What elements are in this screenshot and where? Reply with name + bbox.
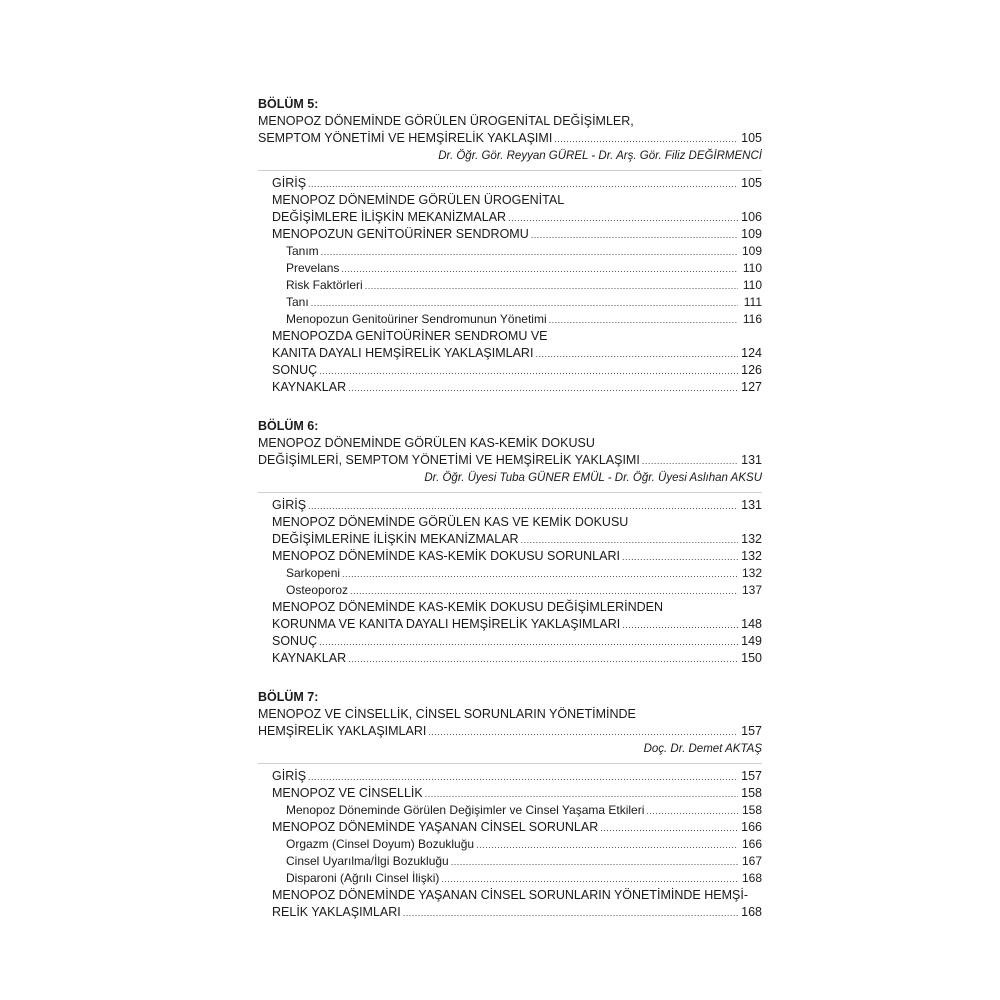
toc-entry[interactable] (258, 616, 762, 633)
toc-entry-title: MENOPOZ DÖNEMİNDE YAŞANAN CİNSEL SORUNLAR (272, 820, 599, 834)
page-number: 132 (741, 532, 762, 546)
page-number: 158 (741, 803, 762, 817)
chapter-section (258, 96, 762, 396)
page-number: 110 (742, 278, 762, 292)
toc-entry-title: Tanı (286, 295, 309, 309)
chapter-number: BÖLÜM 7: (258, 690, 319, 704)
page-number: 131 (741, 453, 762, 467)
toc-entry-title: DEĞİŞİMLERE İLİŞKİN MEKANİZMALAR (272, 210, 507, 224)
toc-entry-title: Disparoni (Ağrılı Cinsel İlişki) (286, 871, 440, 885)
toc-entry-title: MENOPOZUN GENİTOÜRİNER SENDROMU (272, 227, 529, 241)
chapter-entries (258, 763, 762, 921)
page-number: 109 (741, 244, 762, 258)
toc-subentry[interactable] (258, 802, 762, 819)
dot-leader (350, 586, 738, 596)
dot-leader (531, 230, 738, 240)
toc-entry[interactable] (258, 345, 762, 362)
toc-entry-title: Menopozun Genitoüriner Sendromunun Yönetimi (286, 312, 547, 326)
toc-entry[interactable] (258, 650, 762, 667)
dot-leader (425, 789, 738, 799)
toc-entry[interactable] (258, 768, 762, 785)
page-number: 126 (741, 363, 762, 377)
dot-leader (311, 298, 738, 308)
chapter-number: BÖLÜM 5: (258, 97, 319, 111)
page-number: 110 (742, 261, 762, 275)
chapter-entries (258, 492, 762, 667)
page-number: 127 (741, 380, 762, 394)
toc-entry-title: KAYNAKLAR (272, 380, 347, 394)
dot-leader (319, 366, 738, 376)
toc-entry-title: SONUÇ (272, 634, 318, 648)
page-number: 109 (741, 227, 762, 241)
toc-entry-line: MENOPOZ DÖNEMİNDE GÖRÜLEN ÜROGENİTAL (272, 193, 565, 207)
chapter-title-row[interactable] (258, 130, 762, 147)
toc-subentry[interactable] (258, 260, 762, 277)
chapter-section (258, 418, 762, 667)
dot-leader (308, 772, 738, 782)
chapter-title-line: MENOPOZ DÖNEMİNDE GÖRÜLEN ÜROGENİTAL DEĞİŞİMLER, (258, 114, 634, 128)
chapter-title-line: HEMŞİRELİK YAKLAŞIMLARI (258, 724, 427, 738)
dot-leader (308, 179, 738, 189)
dot-leader (508, 213, 738, 223)
chapter-title-row[interactable] (258, 723, 762, 740)
page-number: 116 (742, 312, 762, 326)
dot-leader (319, 637, 738, 647)
page-number: 137 (741, 583, 762, 597)
toc-entry-line: MENOPOZ DÖNEMİNDE YAŞANAN CİNSEL SORUNLARIN YÖNETİMİNDE HEMŞİ- (272, 888, 748, 902)
toc-entry-title: Osteoporoz (286, 583, 349, 597)
toc-entry[interactable] (258, 904, 762, 921)
page-number: 105 (741, 131, 762, 145)
toc-subentry[interactable] (258, 836, 762, 853)
toc-entry-title: MENOPOZ VE CİNSELLİK (272, 786, 423, 800)
dot-leader (308, 501, 738, 511)
dot-leader (341, 264, 738, 274)
dot-leader (342, 569, 738, 579)
dot-leader (348, 654, 738, 664)
toc-subentry[interactable] (258, 294, 762, 311)
page-number: 157 (741, 769, 762, 783)
chapter-title-row[interactable] (258, 452, 762, 469)
page-number: 150 (741, 651, 762, 665)
toc-entry[interactable] (258, 362, 762, 379)
toc-entry-title: DEĞİŞİMLERİNE İLİŞKİN MEKANİZMALAR (272, 532, 519, 546)
page-number: 166 (741, 820, 762, 834)
page-number: 157 (741, 724, 762, 738)
toc-entry[interactable] (258, 819, 762, 836)
toc-entry-title: Risk Faktörleri (286, 278, 363, 292)
toc-entry[interactable] (258, 548, 762, 565)
dot-leader (554, 134, 738, 144)
page-number: 131 (741, 498, 762, 512)
toc-entry-title: GİRİŞ (272, 176, 307, 190)
toc-entry-title: Cinsel Uyarılma/İlgi Bozukluğu (286, 854, 449, 868)
chapter-entries (258, 170, 762, 396)
page-number: 124 (741, 346, 762, 360)
dot-leader (428, 727, 738, 737)
chapter-section (258, 689, 762, 921)
dot-leader (441, 874, 738, 884)
chapter-title-line: DEĞİŞİMLERİ, SEMPTOM YÖNETİMİ VE HEMŞİRELİK YAKLAŞIMI (258, 453, 640, 467)
toc-entry-title: KAYNAKLAR (272, 651, 347, 665)
dot-leader (549, 315, 738, 325)
dot-leader (451, 857, 738, 867)
toc-entry[interactable] (258, 209, 762, 226)
dot-leader (348, 383, 738, 393)
toc-entry[interactable] (258, 226, 762, 243)
dot-leader (321, 247, 738, 257)
toc-entry-title: KANITA DAYALI HEMŞİRELİK YAKLAŞIMLARI (272, 346, 534, 360)
page-number: 106 (741, 210, 762, 224)
page-number: 167 (741, 854, 762, 868)
dot-leader (642, 456, 738, 466)
chapter-title-line: MENOPOZ DÖNEMİNDE GÖRÜLEN KAS-KEMİK DOKUSU (258, 436, 595, 450)
page-number: 149 (741, 634, 762, 648)
page-number: 132 (741, 549, 762, 563)
toc-entry-title: Prevelans (286, 261, 340, 275)
dot-leader (622, 552, 738, 562)
toc-entry[interactable] (258, 633, 762, 650)
toc-entry-title: Sarkopeni (286, 566, 341, 580)
toc-entry-line: MENOPOZ DÖNEMİNDE GÖRÜLEN KAS VE KEMİK DOKUSU (272, 515, 629, 529)
toc-entry-title: Tanım (286, 244, 319, 258)
toc-entry-title: KORUNMA VE KANITA DAYALI HEMŞİRELİK YAKLAŞIMLARI (272, 617, 621, 631)
toc-entry[interactable] (258, 497, 762, 514)
dot-leader (403, 908, 738, 918)
toc-entry-line: MENOPOZDA GENİTOÜRİNER SENDROMU VE (272, 329, 548, 343)
toc-subentry[interactable] (258, 243, 762, 260)
toc-entry-title: MENOPOZ DÖNEMİNDE KAS-KEMİK DOKUSU SORUNLARI (272, 549, 620, 563)
toc-entry-title: GİRİŞ (272, 498, 307, 512)
toc-subentry[interactable] (258, 565, 762, 582)
dot-leader (622, 620, 738, 630)
toc-entry[interactable] (258, 379, 762, 396)
dot-leader (646, 806, 738, 816)
toc-subentry[interactable] (258, 277, 762, 294)
page-number: 166 (741, 837, 762, 851)
chapter-authors: Dr. Öğr. Üyesi Tuba GÜNER EMÜL - Dr. Öğr. Üyesi Aslıhan AKSU (424, 472, 762, 484)
dot-leader (535, 349, 738, 359)
page-number: 148 (741, 617, 762, 631)
toc-entry-title: GİRİŞ (272, 769, 307, 783)
toc-entry[interactable] (258, 531, 762, 548)
toc-subentry[interactable] (258, 870, 762, 887)
chapter-authors: Dr. Öğr. Gör. Reyyan GÜREL - Dr. Arş. Gör. Filiz DEĞİRMENCİ (438, 150, 762, 162)
chapter-title-line: MENOPOZ VE CİNSELLİK, CİNSEL SORUNLARIN YÖNETİMİNDE (258, 707, 636, 721)
table-of-contents (258, 96, 762, 943)
dot-leader (476, 840, 738, 850)
toc-entry-title: RELİK YAKLAŞIMLARI (272, 905, 401, 919)
dot-leader (521, 535, 738, 545)
toc-entry[interactable] (258, 175, 762, 192)
chapter-title-line: SEMPTOM YÖNETİMİ VE HEMŞİRELİK YAKLAŞIMI (258, 131, 553, 145)
toc-entry-title: Menopoz Döneminde Görülen Değişimler ve Cinsel Yaşama Etkileri (286, 803, 645, 817)
page-number: 168 (741, 871, 762, 885)
page-number: 158 (741, 786, 762, 800)
chapter-authors: Doç. Dr. Demet AKTAŞ (643, 743, 762, 755)
toc-subentry[interactable] (258, 582, 762, 599)
dot-leader (365, 281, 738, 291)
toc-entry[interactable] (258, 785, 762, 802)
toc-subentry[interactable] (258, 853, 762, 870)
toc-entry-title: SONUÇ (272, 363, 318, 377)
page-number: 132 (741, 566, 762, 580)
chapter-number: BÖLÜM 6: (258, 419, 319, 433)
page-number: 105 (741, 176, 762, 190)
toc-entry-title: Orgazm (Cinsel Doyum) Bozukluğu (286, 837, 475, 851)
toc-entry-line: MENOPOZ DÖNEMİNDE KAS-KEMİK DOKUSU DEĞİŞİMLERİNDEN (272, 600, 664, 614)
toc-subentry[interactable] (258, 311, 762, 328)
page-number: 168 (741, 905, 762, 919)
dot-leader (600, 823, 738, 833)
page-number: 111 (743, 295, 762, 309)
